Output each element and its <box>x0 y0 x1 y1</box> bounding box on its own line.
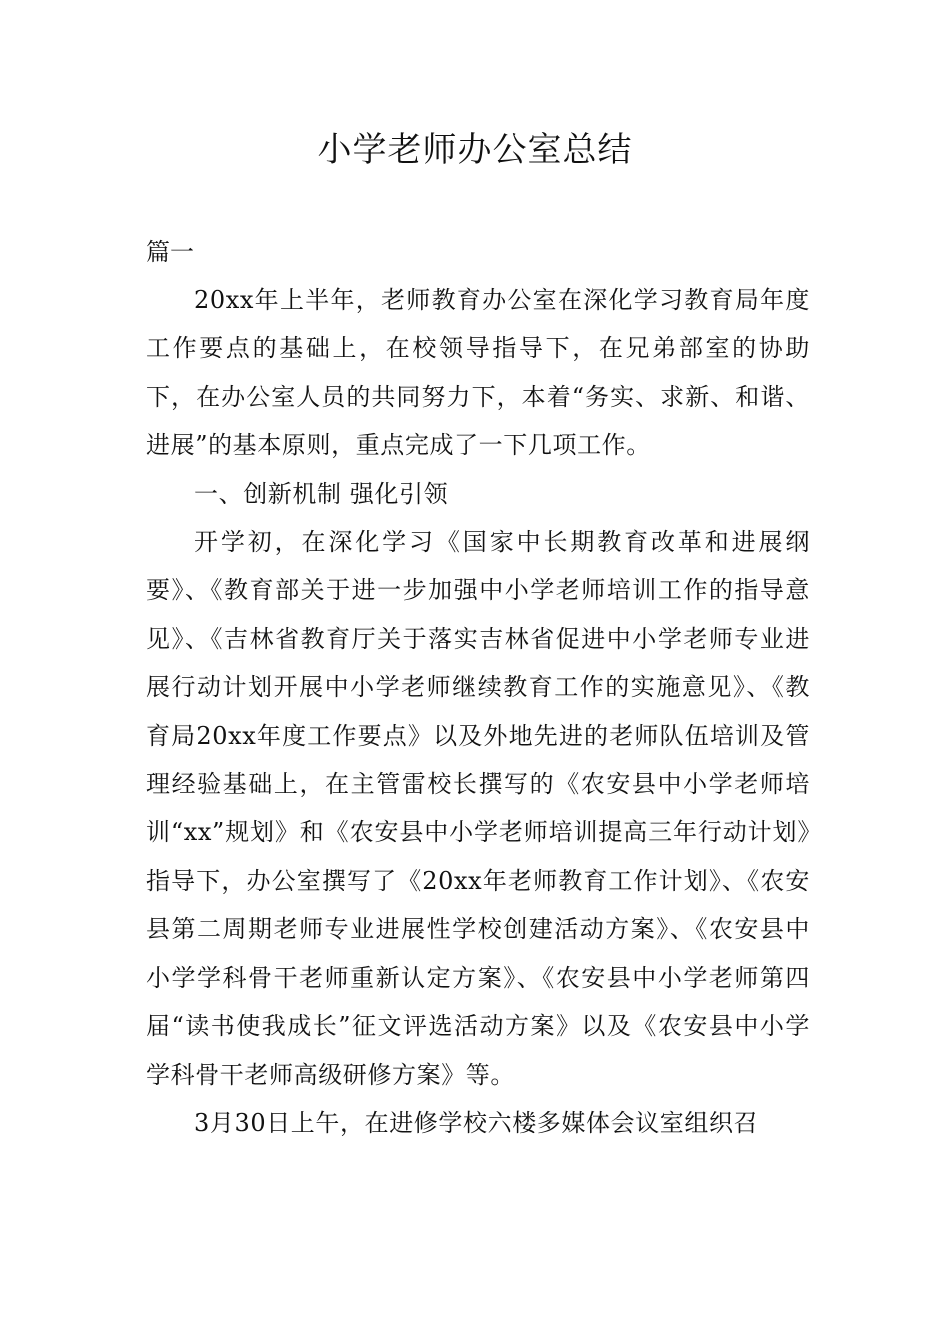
paragraph-intro: 20xx年上半年，老师教育办公室在深化学习教育局年度工作要点的基础上，在校领导指导下，在兄弟部室的协助下，在办公室人员的共同努力下，本着“务实、求新、和谐、进展”的基本原则，重点完成了一下几项工作。 <box>146 286 810 460</box>
paragraph-plans: 开学初，在深化学习《国家中长期教育改革和进展纲要》、《教育部关于进一步加强中小学老师培训工作的指导意见》、《吉林省教育厅关于落实吉林省促进中小学老师专业进展行动计划开展中小学老师继续教育工作的实施意见》、《教育局20xx年度工作要点》以及外地先进的老师队伍培训及管理经验基础上，在主管雷校长撰写的《农安县中小学老师培训“xx”规划》和《农安县中小学老师培训提高三年行动计划》指导下，办公室撰写了《20xx年老师教育工作计划》、《农安县第二周期老师专业进展性学校创建活动方案》、《农安县中小学学科骨干老师重新认定方案》、《农安县中小学老师第四届“读书使我成长”征文评选活动方案》以及《农安县中小学学科骨干老师高级研修方案》等。 <box>146 528 810 1089</box>
heading-innovation: 一、创新机制 强化引领 <box>194 479 449 508</box>
paragraph-meeting: 3月30日上午，在进修学校六楼多媒体会议室组织召 <box>194 1108 759 1137</box>
document-body <box>146 276 810 1147</box>
document-title: 小学老师办公室总结 <box>317 130 633 170</box>
section-label: 篇一 <box>146 238 194 266</box>
